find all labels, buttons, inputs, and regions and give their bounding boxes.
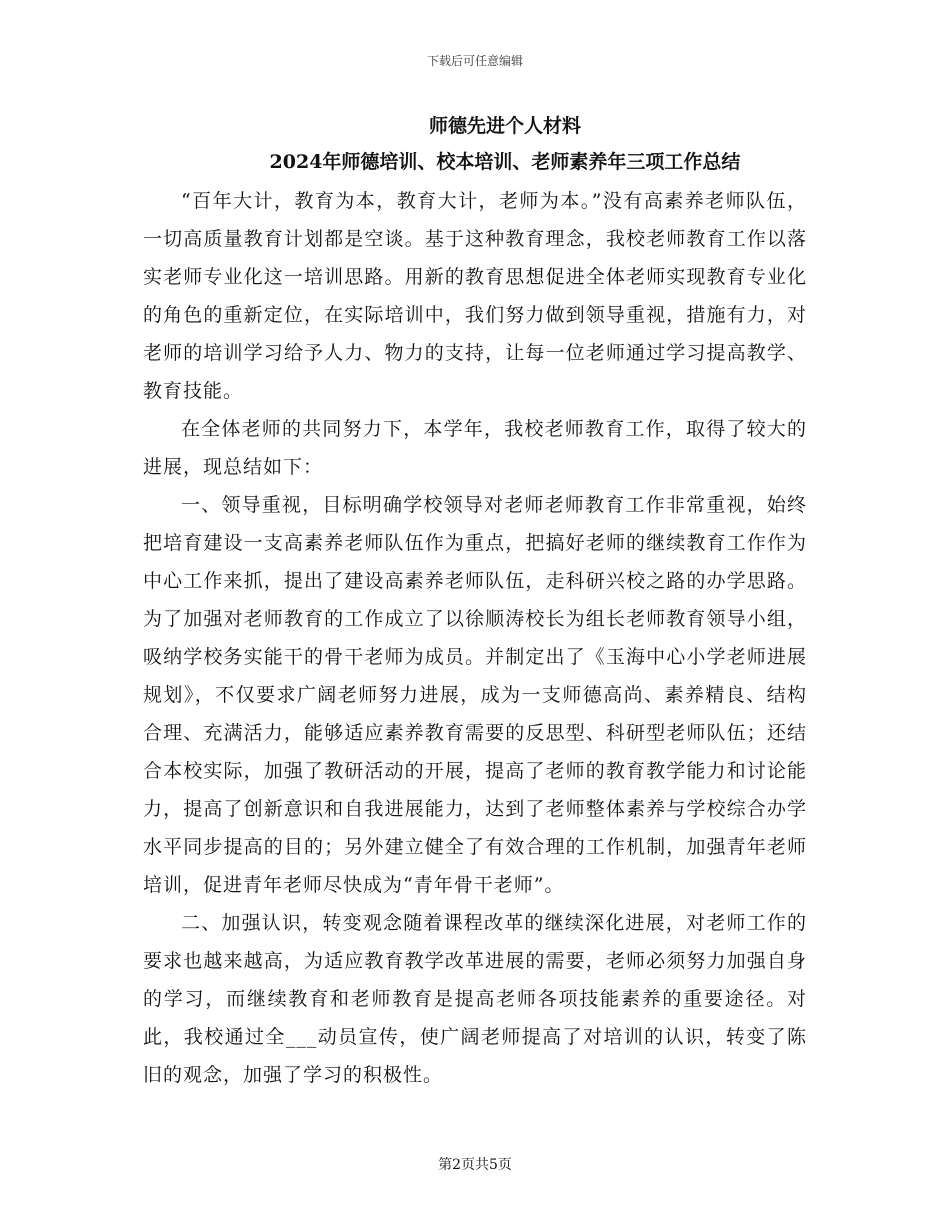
paragraph-3: 一、领导重视，目标明确学校领导对老师老师教育工作非常重视，始终把培育建设一支高素养老师队伍作为重点，把搞好老师的继续教育工作作为中心工作来抓，提出了建设高素养老师队伍，走科研兴校之路的办学思路。为了加强对老师教育的工作成立了以徐顺涛校长为组长老师教育领导小组，吸纳学校务实能干的骨干老师为成员。并制定出了《玉海中心小学老师进展规划》，不仅要求广阔老师努力进展，成为一支师德高尚、素养精良、结构合理、充满活力，能够适应素养教育需要的反思型、科研型老师队伍；还结合本校实际，加强了教研活动的开展，提高了老师的教育教学能力和讨论能力，提高了创新意识和自我进展能力，达到了老师整体素养与学校综合办学水平同步提高的目的；另外建立健全了有效合理的工作机制，加强青年老师培训，促进青年老师尽快成为“青年骨干老师”。: [143, 494, 807, 896]
page-number: 第2页共5页: [438, 1157, 512, 1173]
document-subtitle: 2024年师德培训、校本培训、老师素养年三项工作总结: [269, 151, 741, 173]
document-body: [143, 182, 807, 1094]
document-title: 师德先进个人材料: [428, 115, 581, 137]
paragraph-4: 二、加强认识，转变观念随着课程改革的继续深化进展，对老师工作的要求也越来越高，为适应教育教学改革进展的需要，老师必须努力加强自身的学习，而继续教育和老师教育是提高老师各项技能素养的重要途径。对此，我校通过全___动员宣传，使广阔老师提高了对培训的认识，转变了陈旧的观念，加强了学习的积极性。: [143, 912, 807, 1086]
page-header-note: 下载后可任意编辑: [426, 54, 523, 68]
paragraph-1: “百年大计，教育为本，教育大计，老师为本。”没有高素养老师队伍，一切高质量教育计划都是空谈。基于这种教育理念，我校老师教育工作以落实老师专业化这一培训思路。用新的教育思想促进全体老师实现教育专业化的角色的重新定位，在实际培训中，我们努力做到领导重视，措施有力，对老师的培训学习给予人力、物力的支持，让每一位老师通过学习提高教学、教育技能。: [143, 190, 807, 402]
paragraph-2: 在全体老师的共同努力下，本学年，我校老师教育工作，取得了较大的进展，现总结如下：: [143, 418, 807, 478]
